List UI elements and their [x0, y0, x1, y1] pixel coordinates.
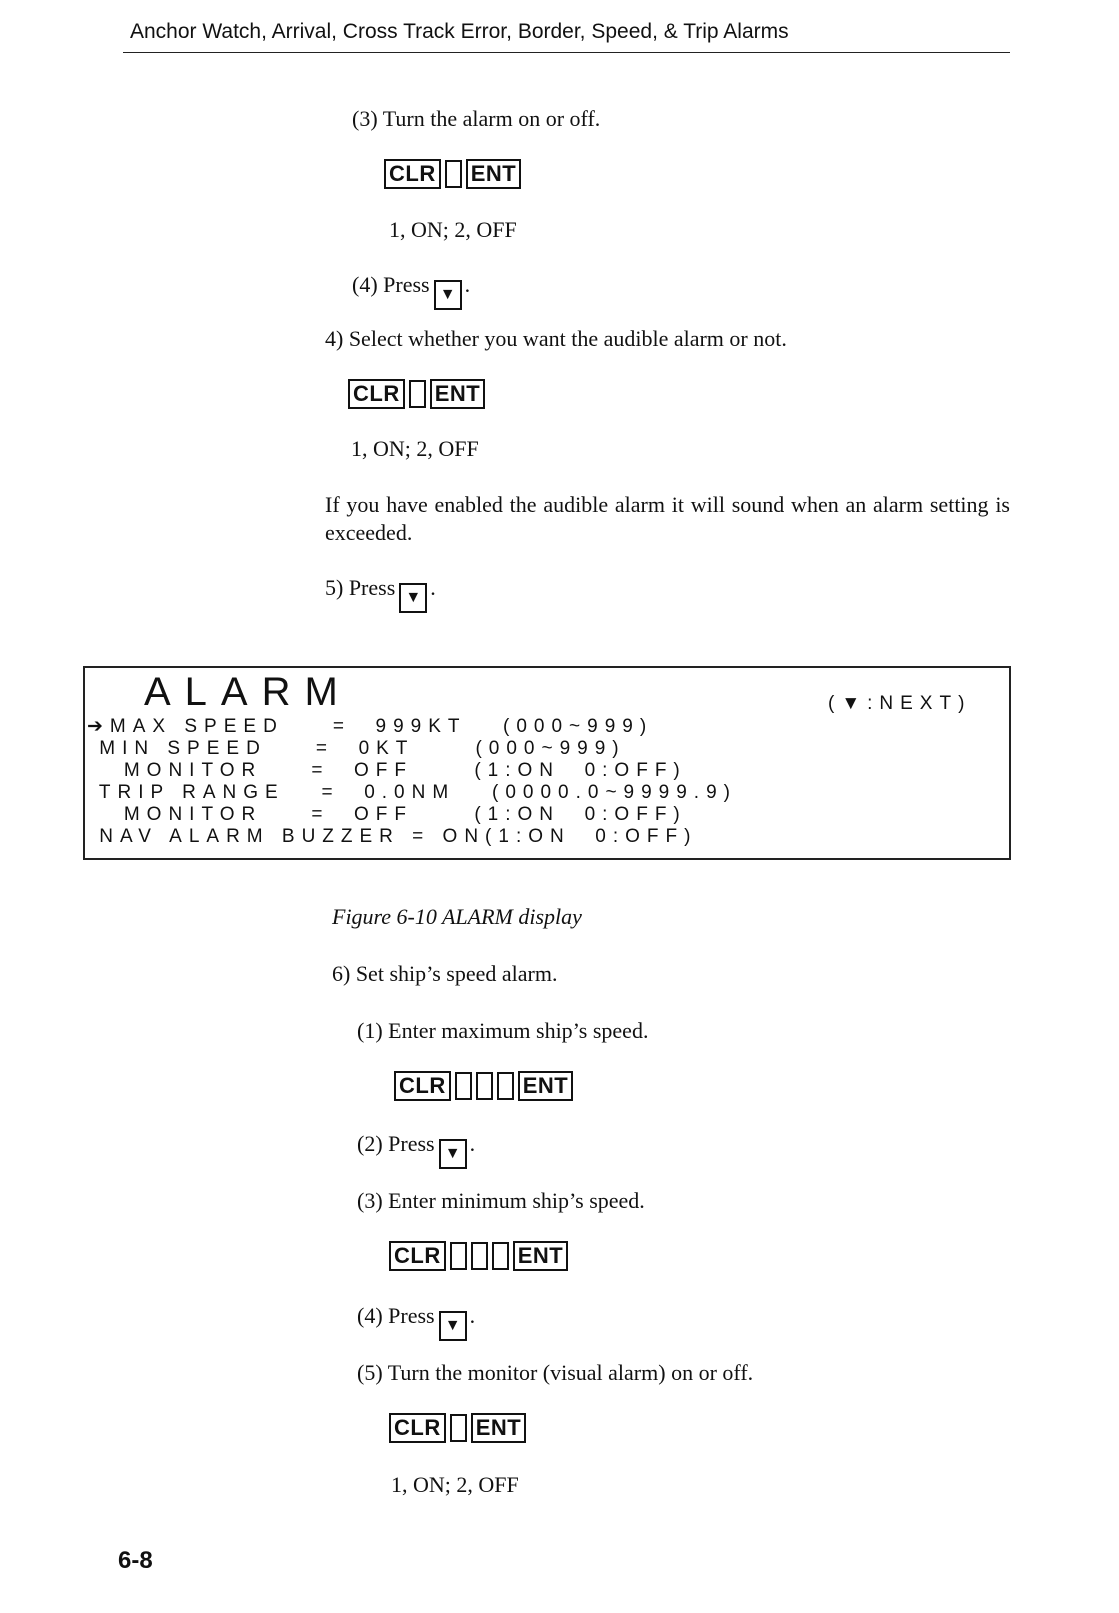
period: .: [469, 1131, 476, 1156]
step-6-text: 6) Set ship’s speed alarm.: [332, 961, 558, 986]
display-line-trip-range: TRIP RANGE = 0.0NM (0000.0~9999.9): [87, 782, 737, 803]
key-sequence-1: [384, 158, 521, 190]
header-rule: [123, 52, 1010, 53]
display-line-min-speed: MIN SPEED = 0KT (000~999): [87, 738, 626, 759]
running-header: Anchor Watch, Arrival, Cross Track Error, Border, Speed, & Trip Alarms: [130, 20, 789, 43]
step-4-press: [352, 271, 470, 310]
period: .: [464, 272, 471, 297]
press-label: (4) Press: [352, 272, 430, 297]
audible-note: If you have enabled the audible alarm it will sound when an alarm setting is exceeded.: [325, 492, 1010, 545]
step-6-3-text: (3) Enter minimum ship’s speed.: [357, 1188, 645, 1213]
ent-key: ENT: [471, 1413, 527, 1443]
down-arrow-icon: ▼: [444, 1145, 461, 1162]
display-line-max-speed: ➔MAX SPEED = 999KT (000~999): [87, 716, 654, 737]
step-6-5-text: (5) Turn the monitor (visual alarm) on or off.: [357, 1360, 754, 1385]
figure-caption: Figure 6-10 ALARM display: [332, 904, 582, 929]
key-sequence-5: [389, 1412, 526, 1444]
digit-box: [471, 1242, 488, 1270]
clr-key: CLR: [384, 159, 441, 189]
display-line-nav-buzzer: NAV ALARM BUZZER = ON(1:ON 0:OFF): [87, 826, 698, 847]
ent-key: ENT: [513, 1241, 569, 1271]
step-6-2-press: [357, 1130, 475, 1169]
down-arrow-icon: ▼: [439, 286, 456, 303]
display-line-trip-monitor: MONITOR = OFF (1:ON 0:OFF): [87, 804, 687, 825]
key-sequence-3: [394, 1070, 573, 1102]
key-sequence-4: [389, 1240, 568, 1272]
clr-key: CLR: [394, 1071, 451, 1101]
down-arrow-key: [439, 1311, 467, 1341]
clr-key: CLR: [389, 1241, 446, 1271]
key-sequence-2: [348, 378, 485, 410]
step-5-press: [325, 574, 436, 613]
step-4-select-text: 4) Select whether you want the audible alarm or not.: [325, 326, 787, 351]
step-6-1-text: (1) Enter maximum ship’s speed.: [357, 1018, 649, 1043]
clr-key: CLR: [348, 379, 405, 409]
down-arrow-icon: ▼: [405, 589, 422, 606]
period: .: [469, 1303, 476, 1328]
ent-key: ENT: [466, 159, 522, 189]
page-number: 6-8: [118, 1547, 153, 1574]
press-label: (2) Press: [357, 1131, 435, 1156]
digit-box: [409, 380, 426, 408]
options-text-2: 1, ON; 2, OFF: [351, 436, 479, 461]
digit-box: [445, 160, 462, 188]
digit-box: [450, 1242, 467, 1270]
period: .: [430, 575, 436, 600]
down-arrow-key: [434, 280, 462, 310]
step-6-4-press: [357, 1302, 475, 1341]
down-arrow-icon: ▼: [444, 1317, 461, 1334]
options-text-3: 1, ON; 2, OFF: [391, 1472, 519, 1497]
display-line-speed-monitor: MONITOR = OFF (1:ON 0:OFF): [87, 760, 687, 781]
down-arrow-key: [399, 583, 427, 613]
digit-box: [497, 1072, 514, 1100]
ent-key: ENT: [430, 379, 486, 409]
step-3-text: (3) Turn the alarm on or off.: [352, 106, 601, 131]
ent-key: ENT: [518, 1071, 574, 1101]
digit-box: [476, 1072, 493, 1100]
alarm-display-next-hint: (▼:NEXT): [828, 693, 972, 714]
options-text-1: 1, ON; 2, OFF: [389, 217, 517, 242]
press-label: (4) Press: [357, 1303, 435, 1328]
alarm-display-title: ALARM: [144, 670, 352, 714]
digit-box: [492, 1242, 509, 1270]
digit-box: [450, 1414, 467, 1442]
press-label: 5) Press: [325, 575, 396, 600]
clr-key: CLR: [389, 1413, 446, 1443]
digit-box: [455, 1072, 472, 1100]
down-arrow-key: [439, 1139, 467, 1169]
